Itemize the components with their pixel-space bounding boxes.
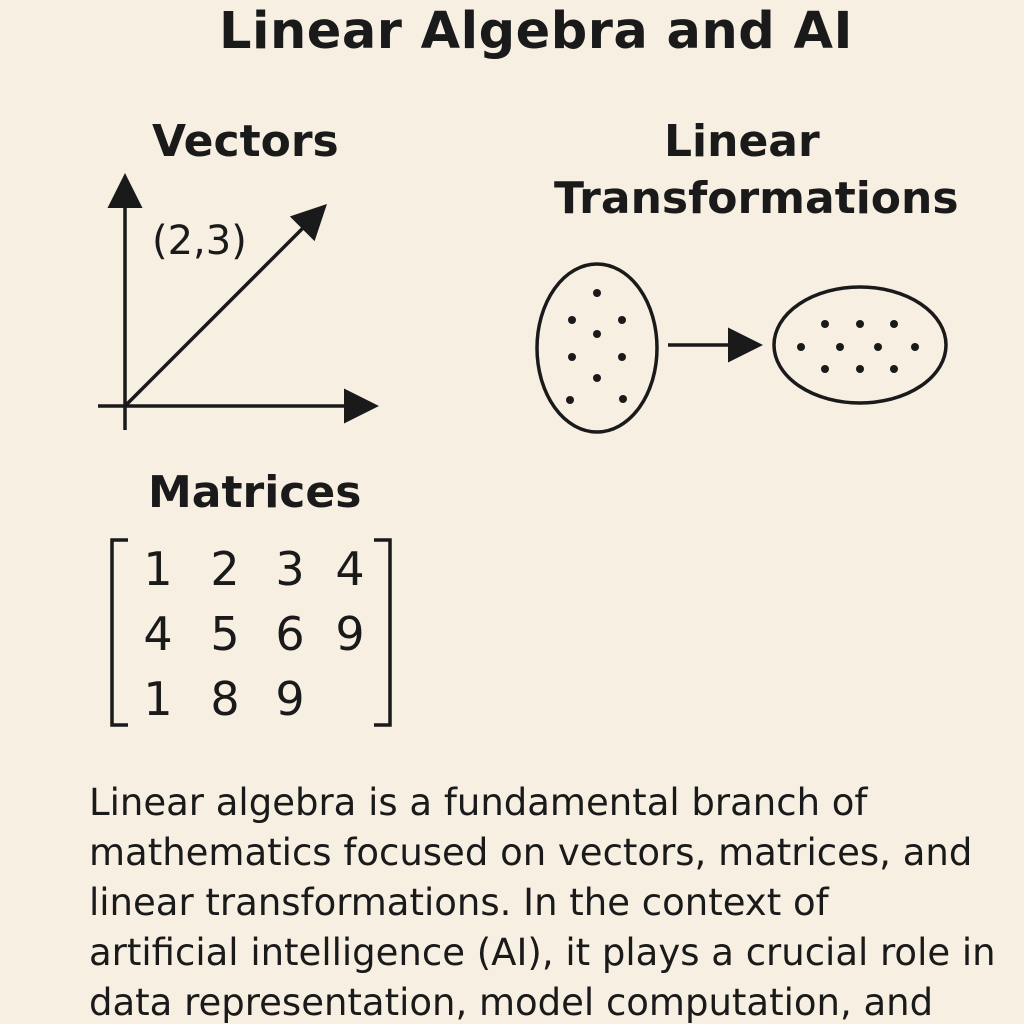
matrix-cell: 3: [275, 542, 305, 596]
description-line: data representation, model computation, and: [89, 981, 934, 1024]
vector-diagram: [98, 180, 372, 430]
matrix-cell: 8: [210, 672, 240, 726]
matrix-cell: 9: [335, 607, 365, 661]
matrix-cell: 4: [143, 607, 173, 661]
matrices-heading: Matrices: [148, 467, 362, 518]
transformation-diagram: [537, 264, 946, 432]
matrix-cell: 2: [210, 542, 240, 596]
description-line: mathematics focused on vectors, matrices, and: [89, 831, 973, 874]
matrix-cell: 6: [275, 607, 305, 661]
matrix-cell: 1: [143, 672, 173, 726]
transformations-heading-line2: Transformations: [554, 173, 959, 224]
output-points: [797, 320, 919, 373]
transformations-heading-line1: Linear: [664, 116, 820, 167]
description-line: Linear algebra is a fundamental branch of: [89, 781, 868, 824]
matrix: [112, 540, 390, 726]
vectors-heading: Vectors: [152, 116, 339, 167]
matrix-cell: 1: [143, 542, 173, 596]
description-line: linear transformations. In the context of: [89, 881, 829, 924]
matrix-right-bracket: [374, 540, 390, 725]
matrix-cells: [143, 542, 364, 726]
vector-label: (2,3): [152, 218, 247, 264]
matrix-cell: 4: [335, 542, 365, 596]
description-paragraph: [89, 778, 996, 1024]
page-title: Linear Algebra and AI: [218, 2, 853, 61]
matrix-cell: 5: [210, 607, 240, 661]
description-line: artificial intelligence (AI), it plays a crucial role in: [89, 931, 996, 974]
input-points: [566, 289, 627, 404]
matrix-cell: 9: [275, 672, 305, 726]
matrix-left-bracket: [112, 540, 128, 725]
